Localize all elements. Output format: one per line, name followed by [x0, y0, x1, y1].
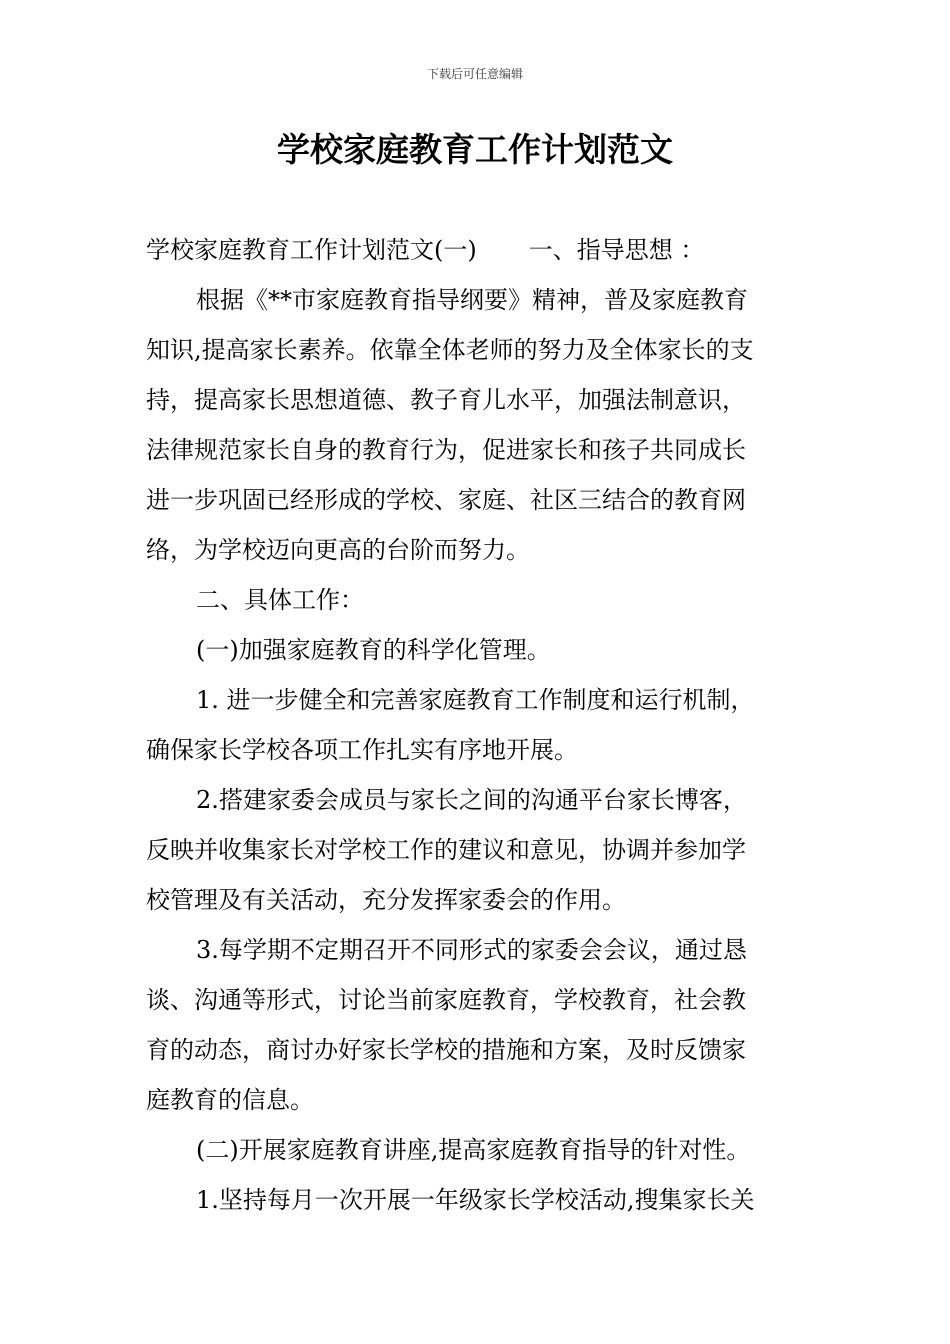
paragraph-line: 反映并收集家长对学校工作的建议和意见，协调并参加学: [146, 836, 746, 864]
paragraph-line: 2.搭建家委会成员与家长之间的沟通平台家长博客，: [196, 786, 747, 814]
intro-subtitle: 学校家庭教育工作计划范文(一): [146, 236, 477, 264]
paragraph-line: 法律规范家长自身的教育行为，促进家长和孩子共同成长: [146, 436, 746, 464]
paragraph-line: 络，为学校迈向更高的台阶而努力。: [146, 536, 530, 564]
subsection-heading: (二)开展家庭教育讲座,提高家庭教育指导的针对性。: [196, 1136, 751, 1164]
paragraph-line: 进一步巩固已经形成的学校、家庭、社区三结合的教育网: [146, 486, 746, 514]
paragraph-line: 确保家长学校各项工作扎实有序地开展。: [146, 736, 578, 764]
paragraph-line: 持，提高家长思想道德、教子育儿水平，加强法制意识，: [146, 386, 746, 414]
subsection-heading: (一)加强家庭教育的科学化管理。: [196, 636, 551, 664]
paragraph-line: 谈、沟通等形式，讨论当前家庭教育，学校教育，社会教: [146, 986, 746, 1014]
section-heading: 一、指导思想 ：: [528, 236, 705, 264]
intro-line: [146, 225, 808, 275]
paragraph-line: 1. 进一步健全和完善家庭教育工作制度和运行机制，: [196, 686, 755, 714]
paragraph-line: 根据《**市家庭教育指导纲要》精神，普及家庭教育: [196, 286, 748, 314]
paragraph-line: 庭教育的信息。: [146, 1086, 314, 1114]
paragraph-line: 校管理及有关活动，充分发挥家委会的作用。: [146, 886, 626, 914]
paragraph-line: 1.坚持每月一次开展一年级家长学校活动,搜集家长关: [196, 1186, 755, 1214]
document-title: 学校家庭教育工作计划范文: [277, 130, 673, 169]
paragraph-line: 育的动态，商讨办好家长学校的措施和方案，及时反馈家: [146, 1036, 746, 1064]
paragraph-line: 3.每学期不定期召开不同形式的家委会会议，通过恳: [196, 936, 747, 964]
header-note: 下载后可任意编辑: [426, 67, 523, 81]
document-body: [146, 225, 808, 1225]
paragraph-line: 知识,提高家长素养。依靠全体老师的努力及全体家长的支: [146, 336, 754, 364]
section-heading: 二、具体工作：: [196, 586, 364, 614]
